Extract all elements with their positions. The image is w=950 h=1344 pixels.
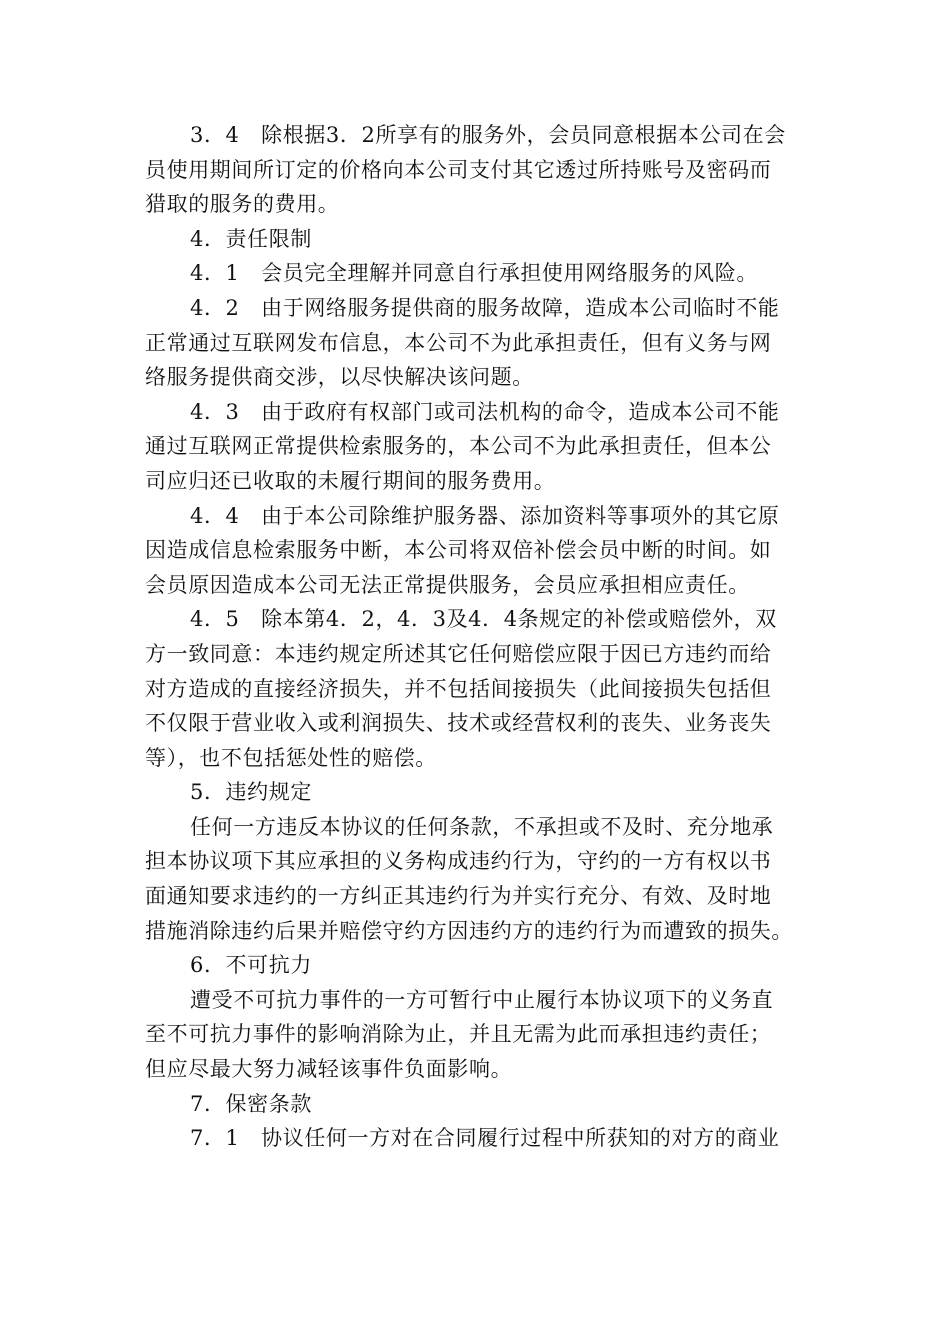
text-line: 通过互联网正常提供检索服务的，本公司不为此承担责任，但本公 (145, 434, 772, 459)
text-line: 担本协议项下其应承担的义务构成违约行为，守约的一方有权以书 (145, 849, 772, 874)
text-line: 4．1 会员完全理解并同意自行承担使用网络服务的风险。 (190, 261, 758, 286)
section-heading: 5．违约规定 (190, 780, 312, 805)
text-line: 因造成信息检索服务中断，本公司将双倍补偿会员中断的时间。如 (145, 538, 772, 563)
text-line: 不仅限于营业收入或利润损失、技术或经营权利的丧失、业务丧失 (145, 711, 772, 736)
document-page (145, 118, 810, 1156)
text-line: 7．1 协议任何一方对在合同履行过程中所获知的对方的商业 (190, 1126, 780, 1151)
text-line: 正常通过互联网发布信息，本公司不为此承担责任，但有义务与网 (145, 330, 772, 355)
text-line: 司应归还已收取的未履行期间的服务费用。 (145, 468, 556, 493)
text-line: 任何一方违反本协议的任何条款，不承担或不及时、充分地承 (190, 814, 774, 839)
text-line: 猎取的服务的费用。 (145, 192, 340, 217)
text-line: 面通知要求违约的一方纠正其违约行为并实行充分、有效、及时地 (145, 884, 772, 909)
text-line: 4．2 由于网络服务提供商的服务故障，造成本公司临时不能 (190, 295, 780, 320)
text-line: 3．4 除根据3．2所享有的服务外，会员同意根据本公司在会 (190, 123, 786, 147)
text-line: 方一致同意：本违约规定所述其它任何赔偿应限于因已方违约而给 (145, 641, 772, 666)
text-line: 对方造成的直接经济损失，并不包括间接损失（此间接损失包括但 (145, 676, 772, 701)
text-line: 措施消除违约后果并赔偿守约方因违约方的违约行为而遭致的损失。 (145, 918, 793, 943)
section-heading: 6．不可抗力 (190, 953, 312, 978)
text-line: 4．5 除本第4．2，4．3及4．4条规定的补偿或赔偿外，双 (190, 607, 777, 632)
text-line: 但应尽最大努力减轻该事件负面影响。 (145, 1057, 513, 1082)
text-line: 遭受不可抗力事件的一方可暂行中止履行本协议项下的义务直 (190, 987, 774, 1012)
section-heading: 7．保密条款 (190, 1091, 312, 1116)
text-line: 至不可抗力事件的影响消除为止，并且无需为此而承担违约责任； (145, 1022, 772, 1047)
text-line: 4．3 由于政府有权部门或司法机构的命令，造成本公司不能 (190, 399, 780, 424)
section-heading: 4．责任限制 (190, 226, 312, 251)
text-line: 络服务提供商交涉，以尽快解决该问题。 (145, 365, 534, 390)
text-line: 4．4 由于本公司除维护服务器、添加资料等事项外的其它原 (190, 503, 780, 528)
text-line: 员使用期间所订定的价格向本公司支付其它透过所持账号及密码而 (145, 157, 772, 182)
text-line: 等），也不包括惩处性的赔偿。 (145, 745, 437, 770)
text-line: 会员原因造成本公司无法正常提供服务，会员应承担相应责任。 (145, 572, 750, 597)
